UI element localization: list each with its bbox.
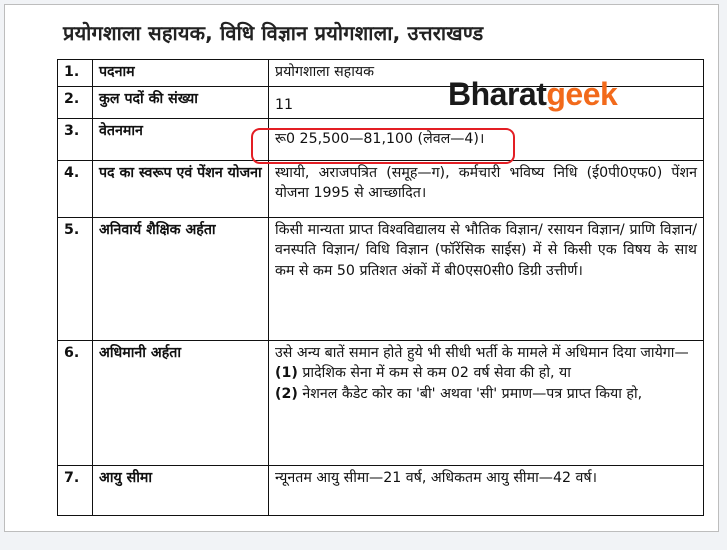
row-label: आयु सीमा — [93, 465, 269, 515]
table-row — [58, 340, 704, 465]
row-label: कुल पदों की संख्या — [93, 87, 269, 119]
logo-text-accent: geek — [546, 76, 618, 112]
row-number: 3. — [58, 118, 93, 160]
pay-scale-highlight — [251, 128, 515, 164]
preference-text: नेशनल कैडेट कोर का 'बी' अथवा 'सी' प्रमाण—पत्र प्राप्त किया हो, — [302, 385, 643, 402]
page-title: प्रयोगशाला सहायक, विधि विज्ञान प्रयोगशाला, उत्तराखण्ड — [63, 21, 484, 45]
row-number: 6. — [58, 340, 93, 465]
table-row — [58, 465, 704, 515]
pay-scale-text: रू0 25,500—81,100 (लेवल—4)। — [275, 130, 485, 147]
row-number: 5. — [58, 217, 93, 340]
preference-text: प्रादेशिक सेना में कम से कम 02 वर्ष सेवा की हो, या — [302, 365, 571, 381]
preference-item — [275, 363, 697, 384]
table-row — [58, 160, 704, 217]
preference-marker: (1) — [275, 365, 298, 381]
row-value: स्थायी, अराजपत्रित (समूह—ग), कर्मचारी भविष्य निधि (ई0पी0एफ0) पेंशन योजना 1995 से आच्छादित। — [269, 160, 704, 217]
row-label: अनिवार्य शैक्षिक अर्हता — [93, 217, 269, 340]
table-row — [58, 217, 704, 340]
row-label: वेतनमान — [93, 118, 269, 160]
row-number: 4. — [58, 160, 93, 217]
row-number: 2. — [58, 87, 93, 119]
preference-marker: (2) — [275, 385, 298, 402]
row-value: किसी मान्यता प्राप्त विश्वविद्यालय से भौतिक विज्ञान/ रसायन विज्ञान/ प्राणि विज्ञान/ वनस्पति विज्ञान/ विधि विज्ञान (फॉरेंसिक साईस) में से किसी एक विषय के साथ कम से कम 50 प्रतिशत अंकों में बी0एस0सी0 डिग्री उत्तीर्ण। — [269, 217, 704, 340]
row-value: प्रयोगशाला सहायक — [269, 60, 704, 87]
logo-text-dark: Bharat — [448, 76, 547, 112]
preference-intro: उसे अन्य बातें समान होते हुये भी सीधी भर्ती के मामले में अधिमान दिया जायेगा— — [275, 344, 689, 361]
row-label: अधिमानी अर्हता — [93, 340, 269, 465]
row-label: पदनाम — [93, 60, 269, 87]
bharatgeek-logo — [448, 76, 617, 113]
row-label: पद का स्वरूप एवं पेंशन योजना — [93, 160, 269, 217]
row-value-text: 11 — [275, 97, 294, 113]
preference-item — [275, 384, 697, 405]
row-value — [269, 340, 704, 465]
row-value: न्यूनतम आयु सीमा—21 वर्ष, अधिकतम आयु सीमा—42 वर्ष। — [269, 465, 704, 515]
row-number: 7. — [58, 465, 93, 515]
row-number: 1. — [58, 60, 93, 87]
